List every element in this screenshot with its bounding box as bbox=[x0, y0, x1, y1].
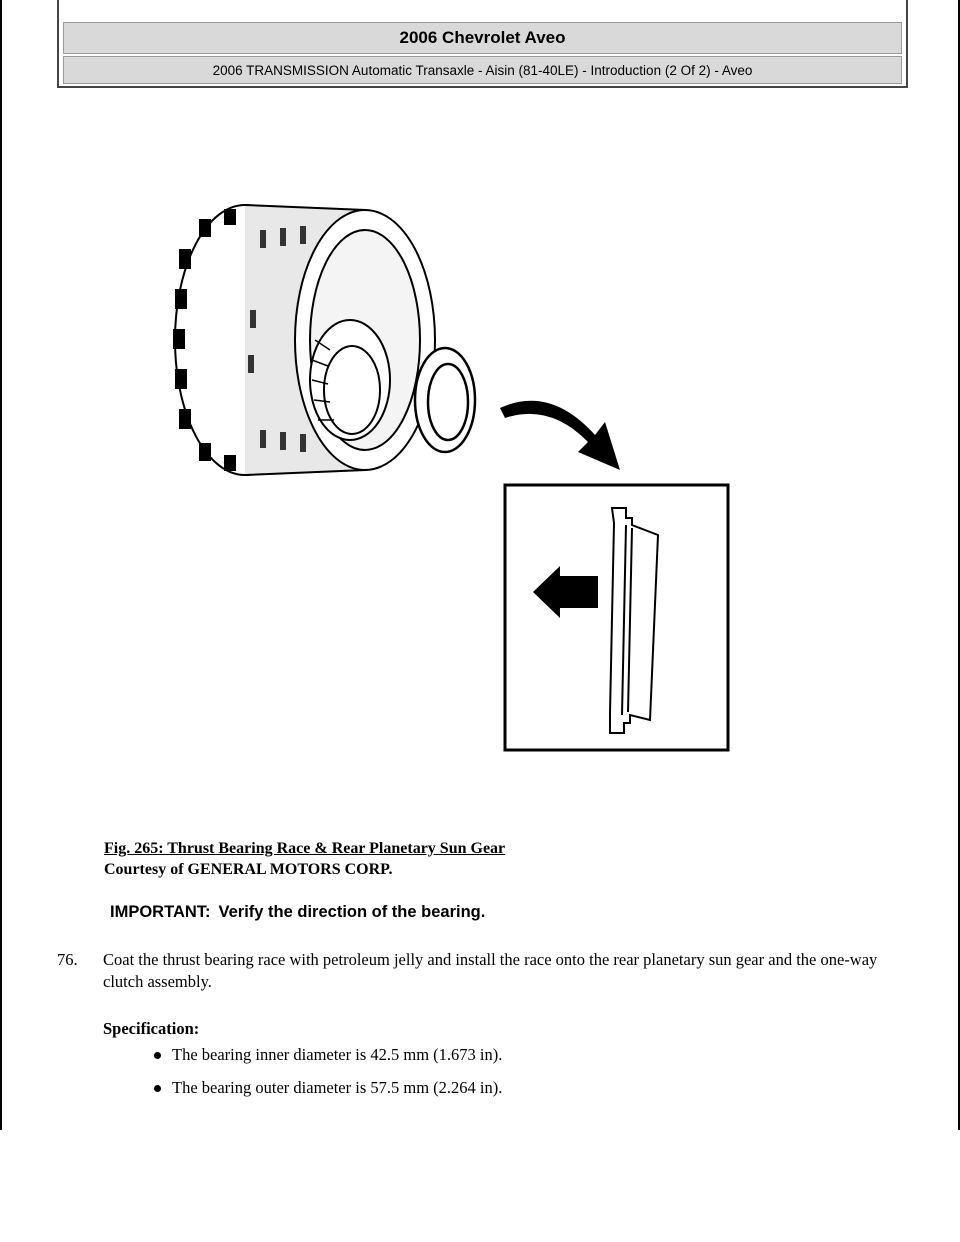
list-item bbox=[154, 1077, 502, 1110]
step-number: 76. bbox=[57, 950, 78, 969]
race-profile bbox=[610, 508, 658, 733]
important-label: IMPORTANT: bbox=[110, 903, 211, 921]
specification-list bbox=[154, 1044, 502, 1110]
page-border-left bbox=[0, 0, 2, 1130]
spec-item-text: The bearing inner diameter is 42.5 mm (1.673 in). bbox=[172, 1045, 503, 1064]
step-text: Coat the thrust bearing race with petroleum jelly and install the race onto the rear planetary sun gear and the one-way clutch assembly. bbox=[103, 950, 878, 991]
thrust-bearing-race bbox=[415, 348, 475, 452]
caption-title: Fig. 265: Thrust Bearing Race & Rear Planetary Sun Gear bbox=[104, 840, 506, 857]
header-title: 2006 Chevrolet Aveo bbox=[63, 22, 902, 54]
caption-credit: Courtesy of GENERAL MOTORS CORP. bbox=[104, 861, 393, 878]
procedure-step bbox=[57, 949, 917, 993]
bullet-icon bbox=[154, 1052, 161, 1059]
spec-item-text: The bearing outer diameter is 57.5 mm (2.264 in). bbox=[172, 1078, 503, 1097]
curved-arrow bbox=[500, 401, 620, 470]
specification-label: Specification: bbox=[103, 1019, 200, 1038]
important-note bbox=[110, 903, 485, 922]
thrust-bearing-figure bbox=[130, 190, 750, 760]
important-text: Verify the direction of the bearing. bbox=[218, 903, 486, 921]
bullet-icon bbox=[154, 1085, 161, 1092]
figure-caption bbox=[104, 838, 505, 880]
document-header bbox=[57, 0, 908, 88]
clutch-drum bbox=[174, 205, 435, 475]
list-item bbox=[154, 1044, 502, 1077]
header-subtitle: 2006 TRANSMISSION Automatic Transaxle - Aisin (81-40LE) - Introduction (2 Of 2) - Aveo bbox=[63, 56, 902, 84]
